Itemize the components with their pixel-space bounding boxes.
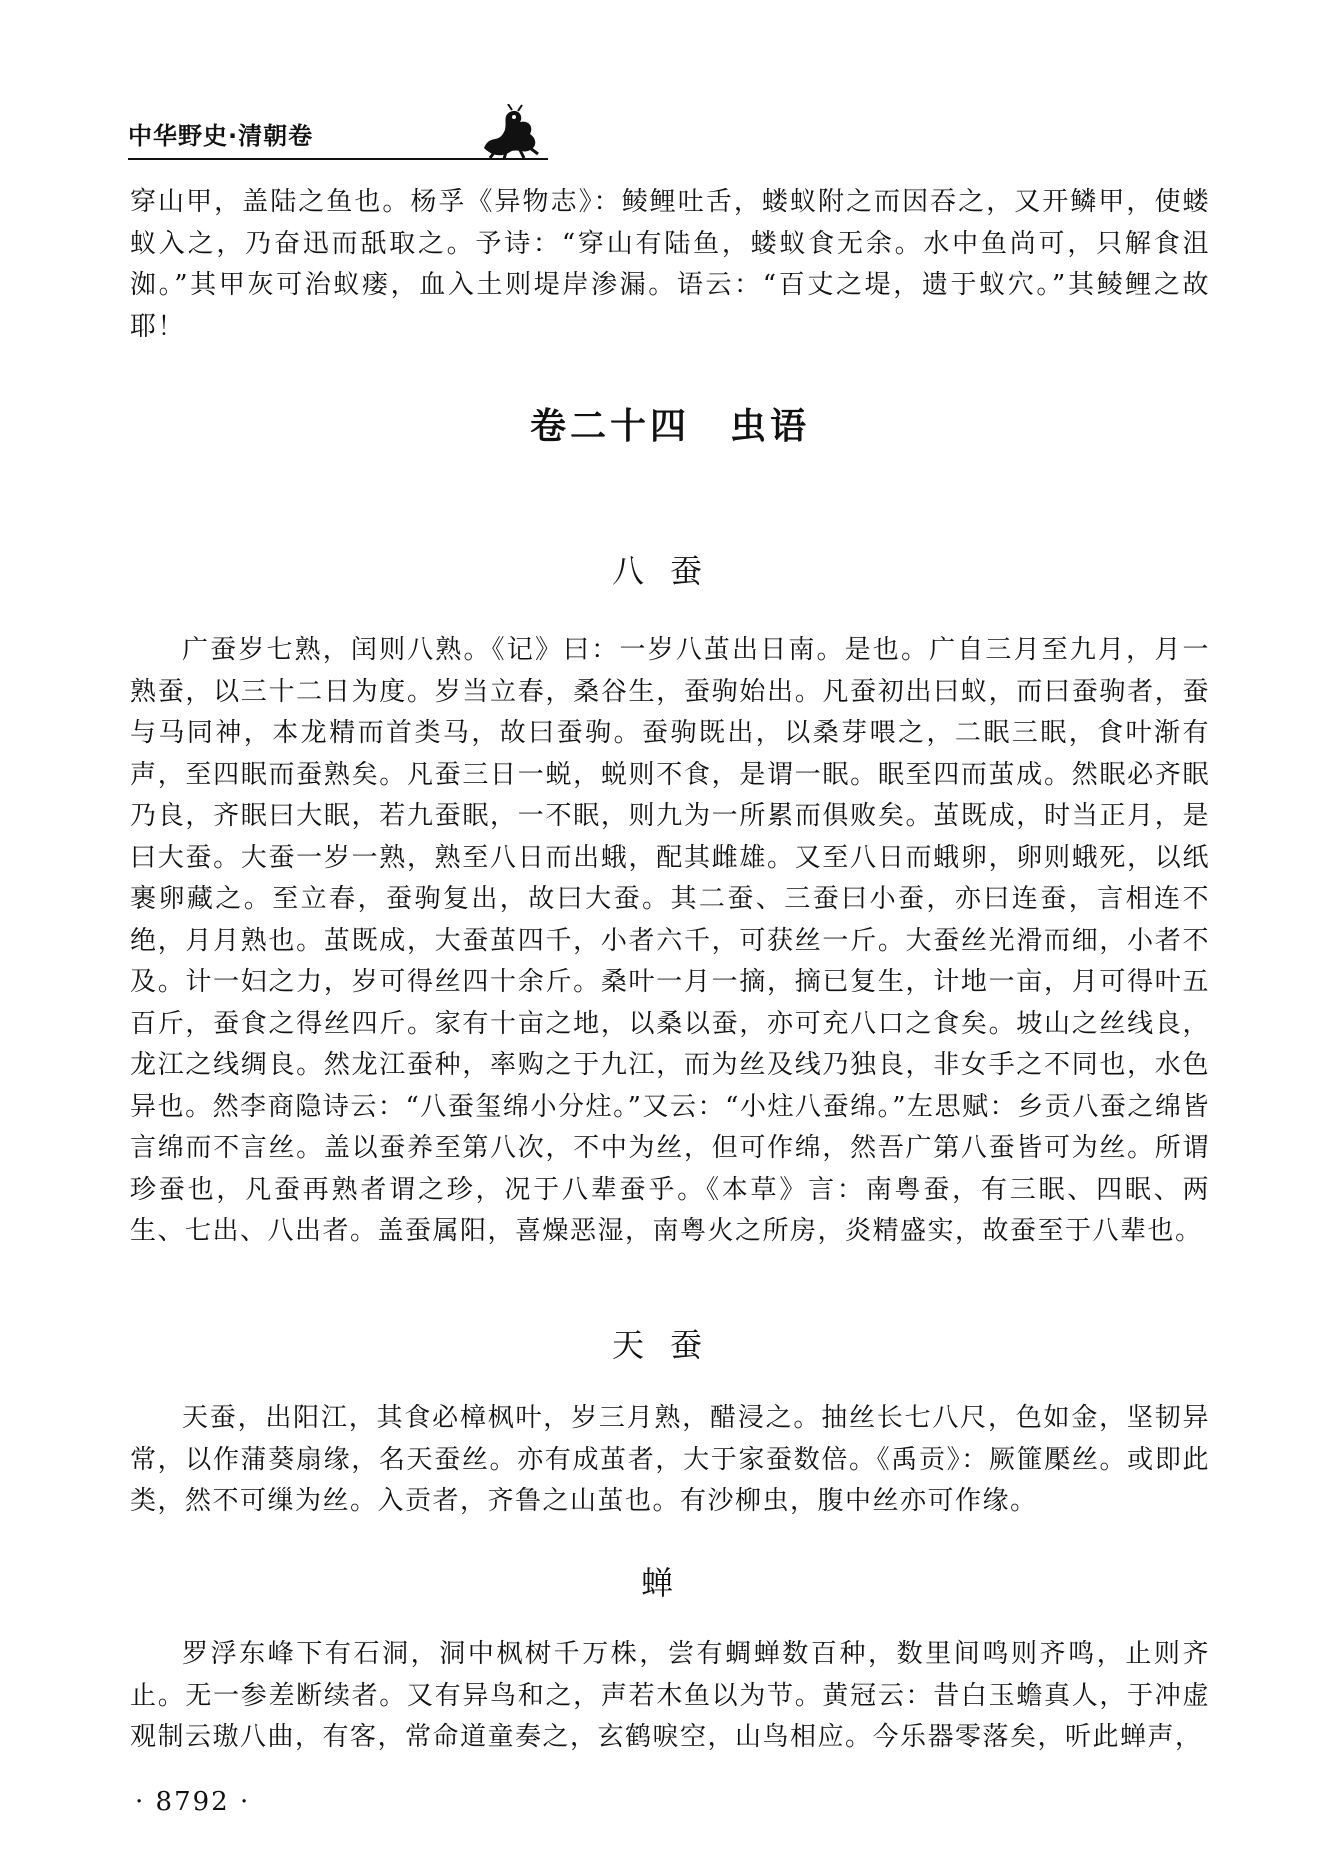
header-title: 中华野史·清朝卷 [128, 122, 314, 150]
section-title-ba-can: 八蚕 [611, 552, 728, 590]
section-text-ba-can: 广蚕岁七熟，闰则八熟。《记》曰：一岁八茧出日南。是也。广自三月至九月，月一熟蚕，以三十二日为度。岁当立春，桑谷生，蚕驹始出。凡蚕初出曰蚁，而曰蚕驹者，蚕与马同神，本龙精而首类马，故曰蚕驹。蚕驹既出，以桑芽喂之，二眠三眠，食叶渐有声，至四眠而蚕熟矣。凡蚕三日一蜕，蜕则不食，是谓一眠。眠至四而茧成。然眠必齐眠乃良，齐眠曰大眠，若九蚕眠，一不眠，则九为一所累而俱败矣。茧既成，时当正月，是曰大蚕。大蚕一岁一熟，熟至八日而出蛾，配其雌雄。又至八日而蛾卵，卵则蛾死，以纸裹卵藏之。至立春，蚕驹复出，故曰大蚕。其二蚕、三蚕曰小蚕，亦曰连蚕，言相连不绝，月月熟也。茧既成，大蚕茧四千，小者六千，可获丝一斤。大蚕丝光滑而细，小者不及。计一妇之力，岁可得丝四十余斤。桑叶一月一摘，摘已复生，计地一亩，月可得叶五百斤，蚕食之得丝四斤。家有十亩之地，以桑以蚕，亦可充八口之食矣。坡山之丝线良，龙江之线绸良。然龙江蚕种，率购之于九江，而为丝及线乃独良，非女手之不同也，水色异也。然李商隐诗云：“八蚕玺绵小分炷。”又云：“小炷八蚕绵。”左思赋：乡贡八蚕之绵皆言绵而不言丝。盖以蚕养至第八次，不中为丝，但可作绵，然吾广第八蚕皆可为丝。所谓珍蚕也，凡蚕再熟者谓之珍，况于八辈蚕乎。《本草》言：南粤蚕，有三眠、四眠、两生、七出、八出者。盖蚕属阳，喜燥恶湿，南粤火之所房，炎精盛实，故蚕至于八辈也。 [130, 635, 1210, 1246]
chapter-title: 卷二十四 虫语 [529, 406, 810, 447]
section-text-chan: 罗浮东峰下有石洞，洞中枫树千万株，尝有蜩蝉数百种，数里间鸣则齐鸣，止则齐止。无一参差断续者。又有异鸟和之，声若木鱼以为节。黄冠云：昔白玉蟾真人，于冲虚观制云璈八曲，有客，常命道童奏之，玄鹤唳空，山鸟相应。今乐器零落矣，听此蝉声， [130, 1639, 1210, 1752]
header-rule [128, 158, 548, 160]
running-header [128, 104, 548, 162]
intro-paragraph: 穿山甲，盖陆之鱼也。杨孚《异物志》：鲮鲤吐舌，蝼蚁附之而因吞之，又开鳞甲，使蝼蚁入之，乃奋迅而舐取之。予诗：“穿山有陆鱼，蝼蚁食无余。水中鱼尚可，只解食沮洳。”其甲灰可治蚁瘘，血入土则堤岸渗漏。语云：“百丈之堤，遗于蚁穴。”其鲮鲤之故耶！ [130, 187, 1210, 342]
page-number: · 8792 · [135, 1787, 251, 1817]
dragon-emblem-icon [476, 104, 546, 160]
section-title-chan: 蝉 [640, 1564, 699, 1602]
section-title-tian-can: 天蚕 [611, 1326, 728, 1364]
section-text-tian-can: 天蚕，出阳江，其食必樟枫叶，岁三月熟，醋浸之。抽丝长七八尺，色如金，坚韧异常，以作蒲葵扇缘，名天蚕丝。亦有成茧者，大于家蚕数倍。《禹贡》：厥篚檿丝。或即此类，然不可缫为丝。入贡者，齐鲁之山茧也。有沙柳虫，腹中丝亦可作缘。 [130, 1403, 1210, 1516]
